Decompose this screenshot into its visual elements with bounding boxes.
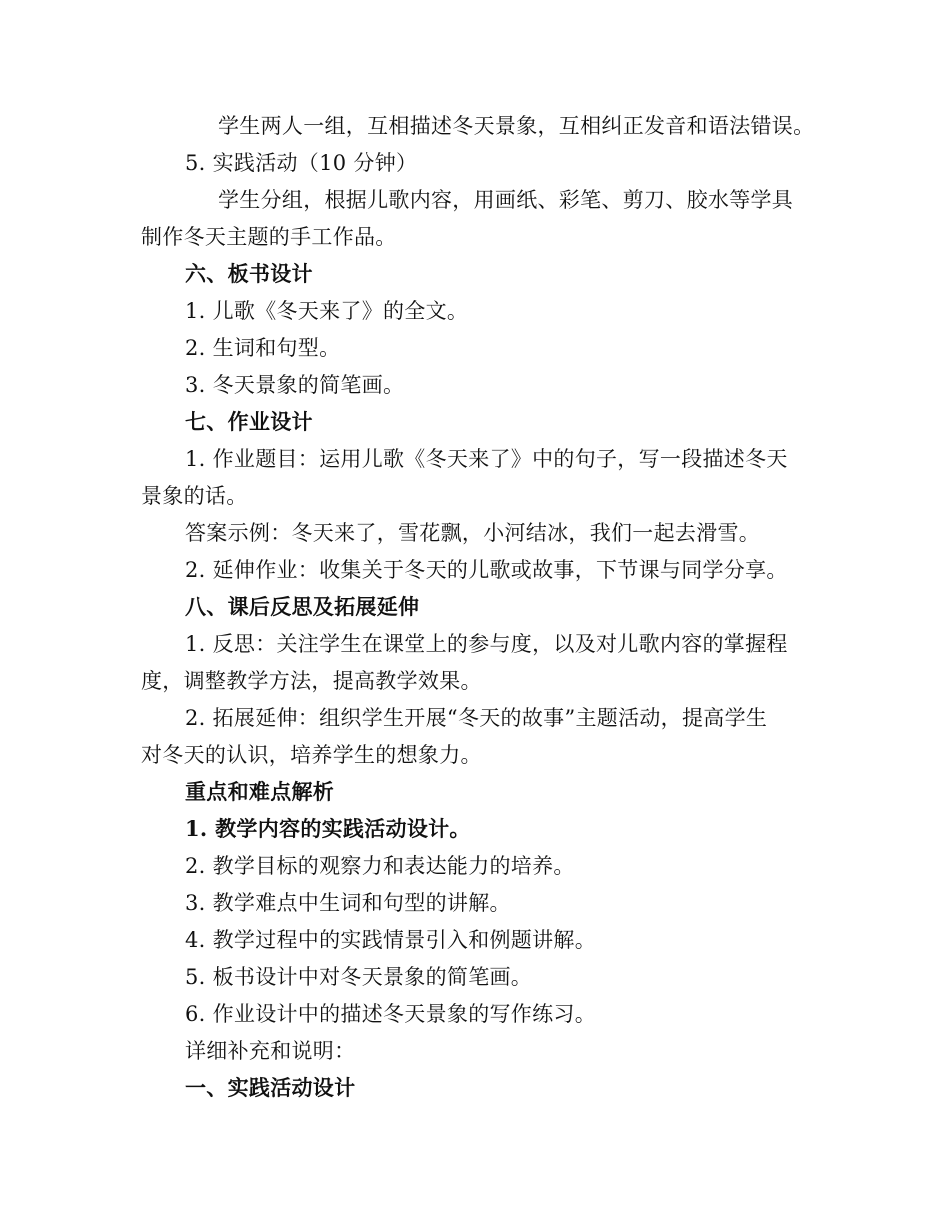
list-item-key-6: 6. 作业设计中的描述冬天景象的写作练习。: [185, 1002, 597, 1026]
paragraph-pair-practice: 学生两人一组，互相描述冬天景象，互相纠正发音和语法错误。: [218, 114, 815, 138]
paragraph-supplement-label: 详细补充和说明：: [185, 1039, 356, 1063]
heading-key-points: 重点和难点解析: [185, 779, 335, 804]
list-item-homework-1: 1. 作业题目：运用儿歌《冬天来了》中的句子，写一段描述冬天: [185, 447, 788, 471]
list-item-practice-activity: 5. 实践活动（10 分钟）: [185, 151, 418, 175]
list-item-key-2: 2. 教学目标的观察力和表达能力的培养。: [185, 854, 575, 878]
list-item-key-5: 5. 板书设计中对冬天景象的简笔画。: [185, 965, 533, 989]
list-item-reflection-1-cont: 度，调整教学方法，提高教学效果。: [141, 669, 482, 693]
heading-board-design: 六、板书设计: [185, 261, 313, 286]
list-item-homework-2: 2. 延伸作业：收集关于冬天的儿歌或故事，下节课与同学分享。: [185, 558, 788, 582]
list-item-homework-1-cont: 景象的话。: [141, 484, 248, 508]
paragraph-group-work-cont: 制作冬天主题的手工作品。: [141, 225, 397, 249]
list-item-reflection-2-cont: 对冬天的认识，培养学生的想象力。: [141, 743, 482, 767]
list-item-key-3: 3. 教学难点中生词和句型的讲解。: [185, 891, 511, 915]
list-item-board-1: 1. 儿歌《冬天来了》的全文。: [185, 299, 469, 323]
list-item-reflection-1: 1. 反思：关注学生在课堂上的参与度，以及对儿歌内容的掌握程: [185, 632, 788, 656]
list-item-board-3: 3. 冬天景象的简笔画。: [185, 373, 405, 397]
list-item-key-4: 4. 教学过程中的实践情景引入和例题讲解。: [185, 928, 597, 952]
heading-reflection: 八、课后反思及拓展延伸: [185, 594, 420, 619]
paragraph-group-work: 学生分组，根据儿歌内容，用画纸、彩笔、剪刀、胶水等学具: [218, 188, 794, 212]
list-item-key-1: 1. 教学内容的实践活动设计。: [185, 816, 471, 841]
heading-homework-design: 七、作业设计: [185, 409, 313, 434]
list-item-board-2: 2. 生词和句型。: [185, 336, 341, 360]
paragraph-answer-example: 答案示例：冬天来了，雪花飘，小河结冰，我们一起去滑雪。: [185, 521, 761, 545]
heading-practice-design: 一、实践活动设计: [185, 1075, 356, 1100]
list-item-reflection-2: 2. 拓展延伸：组织学生开展“冬天的故事”主题活动，提高学生: [185, 706, 768, 730]
